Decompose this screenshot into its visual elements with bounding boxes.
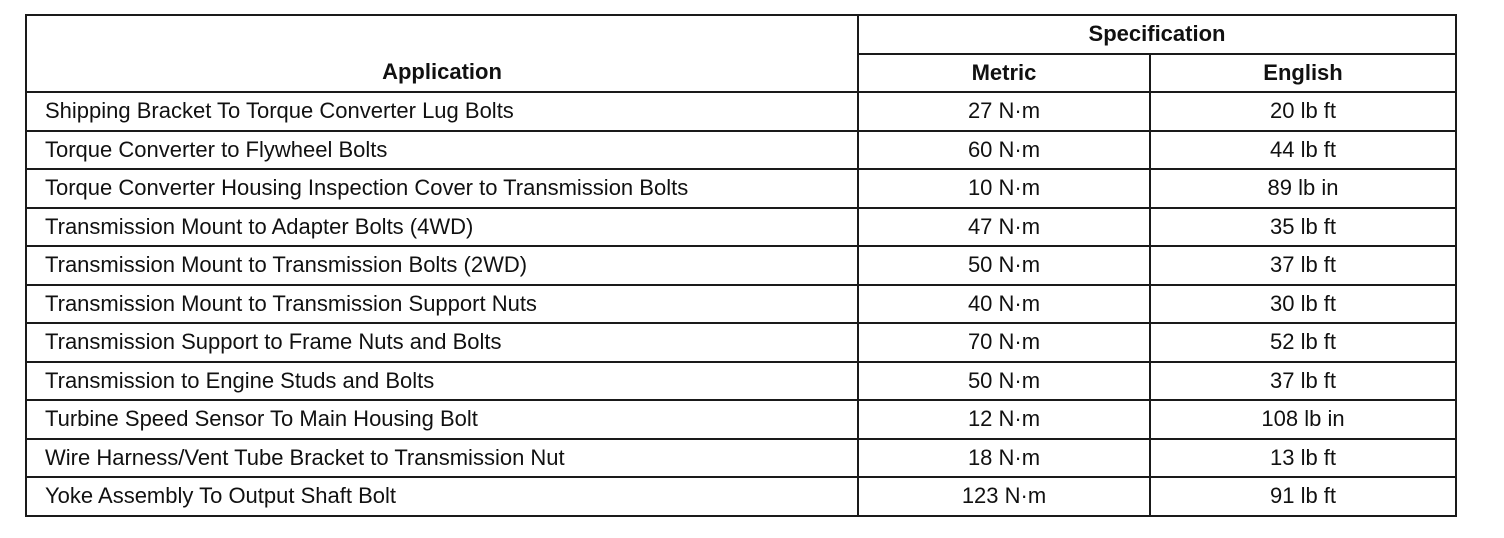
table-row	[26, 208, 1456, 247]
application-cell: Transmission to Engine Studs and Bolts	[26, 362, 858, 401]
table-row	[26, 285, 1456, 324]
english-value-cell: 35 lb ft	[1150, 208, 1456, 247]
application-cell: Transmission Mount to Transmission Support Nuts	[26, 285, 858, 324]
application-cell: Shipping Bracket To Torque Converter Lug Bolts	[26, 92, 858, 131]
header-row-top	[26, 15, 1456, 54]
table-row	[26, 477, 1456, 516]
metric-value-cell: 18 N·m	[858, 439, 1150, 478]
specification-header: Specification	[858, 15, 1456, 54]
english-value-cell: 20 lb ft	[1150, 92, 1456, 131]
application-cell: Turbine Speed Sensor To Main Housing Bolt	[26, 400, 858, 439]
metric-value-cell: 10 N·m	[858, 169, 1150, 208]
english-value-cell: 37 lb ft	[1150, 362, 1456, 401]
metric-value-cell: 50 N·m	[858, 246, 1150, 285]
table-row	[26, 323, 1456, 362]
metric-value-cell: 47 N·m	[858, 208, 1150, 247]
english-value-cell: 44 lb ft	[1150, 131, 1456, 170]
application-cell: Torque Converter Housing Inspection Cover to Transmission Bolts	[26, 169, 858, 208]
metric-value-cell: 60 N·m	[858, 131, 1150, 170]
english-value-cell: 52 lb ft	[1150, 323, 1456, 362]
metric-header: Metric	[858, 54, 1150, 93]
application-cell: Transmission Support to Frame Nuts and Bolts	[26, 323, 858, 362]
metric-value-cell: 27 N·m	[858, 92, 1150, 131]
table-row	[26, 439, 1456, 478]
metric-value-cell: 40 N·m	[858, 285, 1150, 324]
metric-value-cell: 12 N·m	[858, 400, 1150, 439]
english-value-cell: 108 lb in	[1150, 400, 1456, 439]
application-cell: Yoke Assembly To Output Shaft Bolt	[26, 477, 858, 516]
metric-value-cell: 123 N·m	[858, 477, 1150, 516]
table-row	[26, 400, 1456, 439]
application-cell: Torque Converter to Flywheel Bolts	[26, 131, 858, 170]
english-value-cell: 91 lb ft	[1150, 477, 1456, 516]
table-row	[26, 362, 1456, 401]
table-row	[26, 131, 1456, 170]
table-row	[26, 92, 1456, 131]
english-header: English	[1150, 54, 1456, 93]
english-value-cell: 89 lb in	[1150, 169, 1456, 208]
application-cell: Wire Harness/Vent Tube Bracket to Transmission Nut	[26, 439, 858, 478]
application-cell: Transmission Mount to Adapter Bolts (4WD)	[26, 208, 858, 247]
fastener-spec-table	[25, 14, 1457, 517]
metric-value-cell: 70 N·m	[858, 323, 1150, 362]
table-body	[26, 92, 1456, 516]
table-header	[26, 15, 1456, 92]
english-value-cell: 13 lb ft	[1150, 439, 1456, 478]
metric-value-cell: 50 N·m	[858, 362, 1150, 401]
english-value-cell: 37 lb ft	[1150, 246, 1456, 285]
english-value-cell: 30 lb ft	[1150, 285, 1456, 324]
table-row	[26, 246, 1456, 285]
application-cell: Transmission Mount to Transmission Bolts (2WD)	[26, 246, 858, 285]
application-header: Application	[26, 15, 858, 92]
table-row	[26, 169, 1456, 208]
